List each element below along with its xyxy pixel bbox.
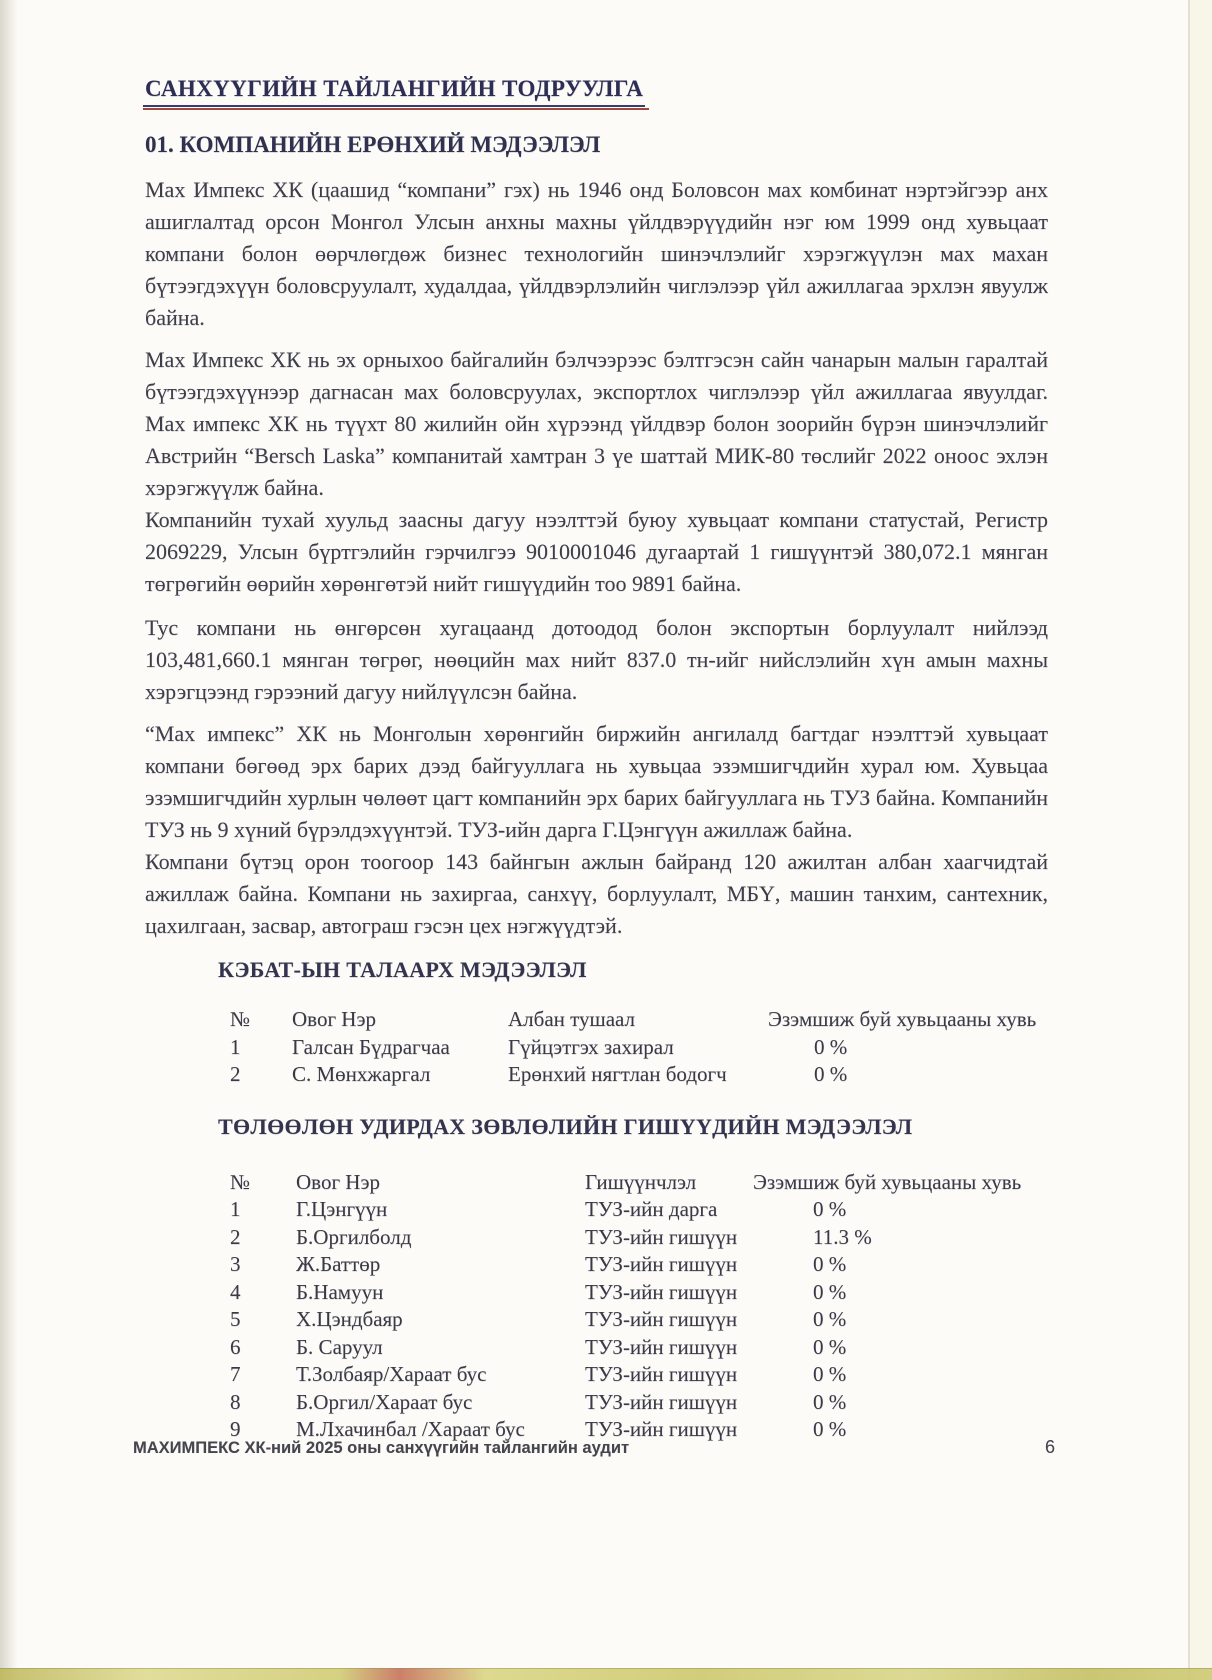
membership-role: ТУЗ-ийн гишүүн [585, 1389, 738, 1414]
share-percent: 0 % [813, 1197, 847, 1221]
board-table [218, 1169, 1048, 1444]
scan-right-edge-line [1188, 0, 1190, 1680]
paragraph-company-history: Мах Импекс ХК (цаашид “компани” гэх) нь 1946 онд Боловсон мах комбинат нэртэйгээр анх ашиглалтад орсон Монгол Улсын анхны махны үйлдвэрүүдийн нэг юм 1999 онд хувьцаат компани болон өөрчлөгдөж бизнес технологийн шинэчлэлийг хэрэгжүүлэн мах махан бүтээгдэхүүн боловсруулалт, худалдаа, үйлдвэрлэлийн чиглэлээр үйл ажиллагаа эрхлэн явуулж байна. [145, 177, 1048, 330]
row-number: 1 [230, 1197, 241, 1221]
table-row [218, 1306, 1048, 1334]
membership-role: ТУЗ-ийн дарга [585, 1197, 718, 1221]
board-table-header [218, 1169, 1048, 1197]
share-percent: 0 % [813, 1334, 847, 1359]
row-number: 7 [230, 1362, 241, 1386]
page-footer [133, 1437, 1067, 1458]
table-row [218, 1279, 1048, 1307]
row-number: 2 [230, 1224, 241, 1249]
table-row [218, 1061, 1048, 1089]
table-row [218, 1196, 1048, 1224]
member-name: Т.Золбаяр/Хараат бус [296, 1362, 487, 1386]
scan-bottom-edge [0, 1668, 1212, 1680]
membership-role: ТУЗ-ийн гишүүн [585, 1279, 738, 1304]
share-percent: 0 % [813, 1307, 847, 1331]
row-number: 4 [230, 1279, 241, 1304]
table-row [218, 1334, 1048, 1362]
row-number: 6 [230, 1334, 241, 1359]
membership-role: ТУЗ-ийн гишүүн [585, 1362, 738, 1386]
share-percent: 0 % [814, 1034, 848, 1059]
share-percent: 0 % [813, 1362, 847, 1386]
person-position: Гүйцэтгэх захирал [508, 1034, 674, 1059]
paragraph-sales: Тус компани нь өнгөрсөн хугацаанд дотоодод болон экспортын борлуулалт нийлээд 103,481,660.1 мянган төгрөг, нөөцийн мах нийт 837.0 тн-ийг нийслэлийн хүн амын махны хэрэгцээнд гэрээний дагуу нийлүүлсэн байна. [145, 615, 1048, 704]
row-number: 3 [230, 1252, 241, 1276]
person-name: Галсан Бүдрагчаа [292, 1034, 450, 1059]
title-row [145, 73, 1048, 130]
board-table-heading: ТӨЛӨӨЛӨН УДИРДАХ ЗӨВЛӨЛИЙН ГИШҮҮДИЙН МЭДЭЭЛЭЛ [218, 1113, 913, 1139]
share-percent: 0 % [814, 1062, 848, 1086]
document-content [145, 73, 1048, 1464]
paragraph-structure: Компани бүтэц орон тоогоор 143 байнгын ажлын байранд 120 ажилтан албан хаагчидтай ажиллаж байна. Компани нь захиргаа, санхүү, борлуулалт, МБҮ, машин танхим, сантехник, цахилгаан, засвар, автограш гэсэн цех нэгжүүдтэй. [145, 849, 1048, 938]
member-name: Б.Намуун [296, 1279, 384, 1304]
paragraph-governance: “Мах импекс” ХК нь Монголын хөрөнгийн биржийн ангилалд багтдаг нээлттэй хувьцаат компани бөгөөд эрх барих дээд байгууллага нь хувьцаа эзэмшигчдийн хурал юм. Хувьцаа эзэмшигчдийн хурлын чөлөөт цагт компанийн эрх барих байгууллага нь ТУЗ байна. Компанийн ТУЗ нь 9 хүний бүрэлдэхүүнтэй. ТУЗ-ийн дарга Г.Цэнгүүн ажиллаж байна. [145, 721, 1048, 842]
column-header-position: Албан тушаал [508, 1007, 636, 1031]
paragraph-operations: Мах Импекс ХК нь эх орныхоо байгалийн бэлчээрээс бэлтгэсэн сайн чанарын малын гаралтай бүтээгдэхүүнээр дагнасан мах боловсруулах, экспортлох чиглэлээр үйл ажиллагаа явуулдаг. Мах импекс ХК нь түүхт 80 жилийн ойн хүрээнд үйлдвэр болон зоорийн бүрэн шинэчлэлийг Австрийн “Bersch Laska” компанитай хамтран 3 үе шаттай МИК-80 төслийг 2022 оноос эхлэн хэрэгжүүлж байна. [145, 347, 1048, 500]
row-number: 9 [230, 1417, 241, 1441]
document-title: САНХҮҮГИЙН ТАЙЛАНГИЙН ТОДРУУЛГА [145, 74, 643, 104]
ceo-table [218, 1006, 1048, 1089]
member-name: Ж.Баттөр [296, 1252, 381, 1276]
member-name: Х.Цэндбаяр [296, 1307, 403, 1331]
share-percent: 0 % [813, 1389, 847, 1414]
row-number: 5 [230, 1307, 241, 1331]
table-row [218, 1224, 1048, 1252]
share-percent: 0 % [813, 1252, 847, 1276]
membership-role: ТУЗ-ийн гишүүн [585, 1334, 738, 1359]
page-number: 6 [1044, 1437, 1055, 1457]
column-header-membership: Гишүүнчлэл [585, 1169, 697, 1194]
person-name: С. Мөнхжаргал [292, 1062, 431, 1086]
table-row [218, 1034, 1048, 1062]
ceo-table-header [218, 1006, 1048, 1034]
membership-role: ТУЗ-ийн гишүүн [585, 1252, 738, 1276]
column-header-name: Овог Нэр [296, 1169, 380, 1194]
column-header-share: Эзэмшиж буй хувьцааны хувь [768, 1007, 1037, 1031]
membership-role: ТУЗ-ийн гишүүн [585, 1417, 738, 1441]
table-row [218, 1251, 1048, 1279]
table-row [218, 1361, 1048, 1389]
member-name: Б.Оргил/Хараат бус [296, 1389, 473, 1414]
row-number: 1 [230, 1034, 241, 1059]
scan-left-edge [0, 0, 18, 1680]
column-header-share: Эзэмшиж буй хувьцааны хувь [753, 1169, 1022, 1194]
column-header-no: № [230, 1169, 251, 1194]
member-name: Г.Цэнгүүн [296, 1197, 388, 1221]
share-percent: 11.3 % [813, 1224, 872, 1249]
membership-role: ТУЗ-ийн гишүүн [585, 1307, 738, 1331]
member-name: М.Лхачинбал /Хараат бус [296, 1417, 525, 1441]
row-number: 8 [230, 1389, 241, 1414]
member-name: Б.Оргилболд [296, 1224, 412, 1249]
column-header-no: № [230, 1007, 251, 1031]
share-percent: 0 % [813, 1417, 847, 1441]
share-percent: 0 % [813, 1279, 847, 1304]
paragraph-registration: Компанийн тухай хуульд заасны дагуу нээлттэй буюу хувьцаат компани статустай, Регистр 2069229, Улсын бүртгэлийн гэрчилгээ 9010001046 дугаартай 1 гишүүнтэй 380,072.1 мянган төгрөгийн өөрийн хөрөнгөтэй нийт гишүүдийн тоо 9891 байна. [145, 507, 1048, 596]
membership-role: ТУЗ-ийн гишүүн [585, 1224, 738, 1249]
person-position: Ерөнхий нягтлан бодогч [508, 1062, 727, 1086]
column-header-name: Овог Нэр [292, 1007, 376, 1031]
footer-audit-label: МАХИМПЕКС ХК-ний 2025 оны санхүүгийн тайлангийн аудит [133, 1439, 630, 1457]
row-number: 2 [230, 1062, 241, 1086]
scan-right-edge [1190, 0, 1212, 1680]
ceo-table-heading: КЭБАТ-ЫН ТАЛААРХ МЭДЭЭЛЭЛ [218, 957, 587, 982]
section-heading: 01. КОМПАНИЙН ЕРӨНХИЙ МЭДЭЭЛЭЛ [145, 132, 601, 157]
table-row [218, 1389, 1048, 1417]
member-name: Б. Саруул [296, 1334, 383, 1359]
